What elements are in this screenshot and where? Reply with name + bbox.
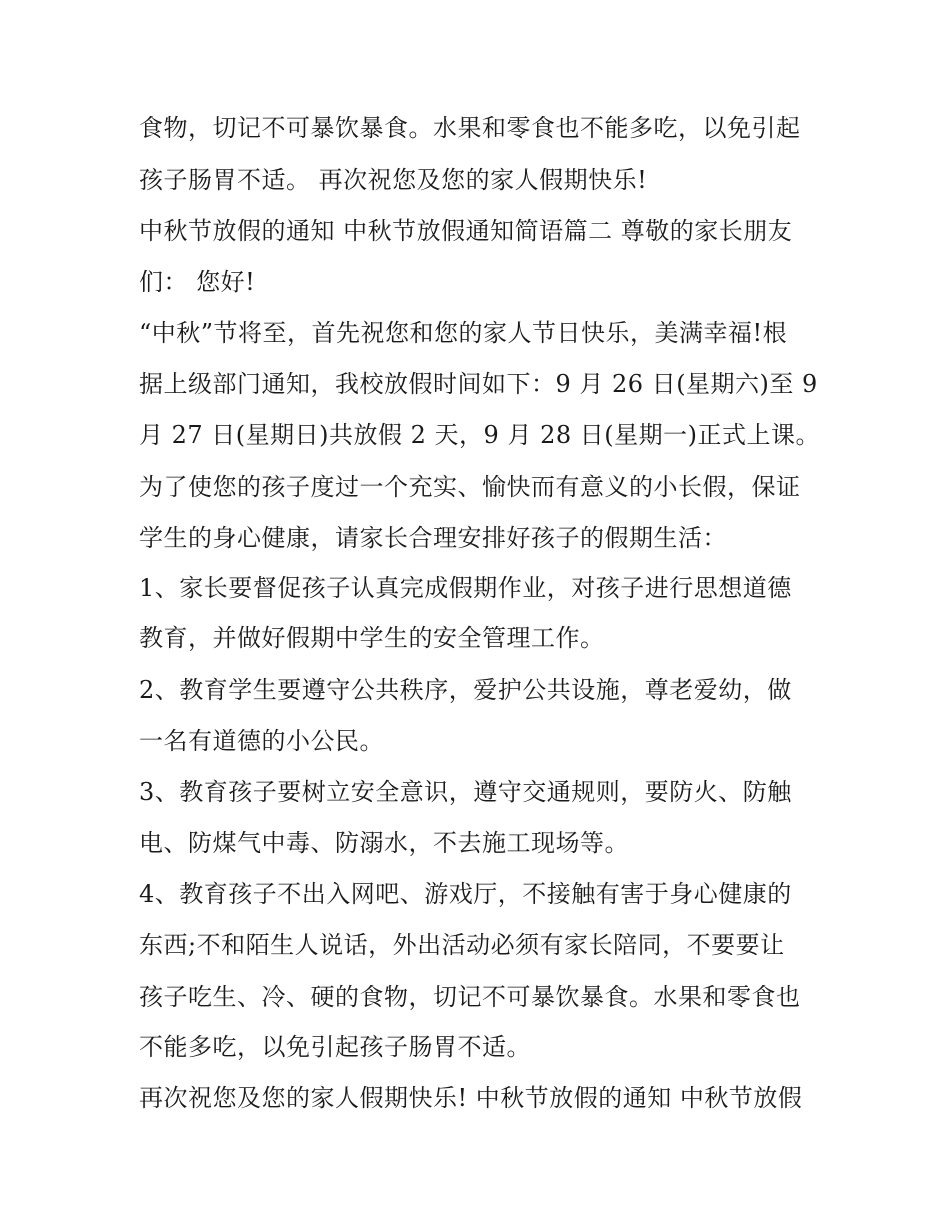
text-line: 月 27 日(星期日)共放假 2 天，9 月 28 日(星期一)正式上课。 bbox=[139, 421, 820, 449]
text-line: 1、家长要督促孩子认真完成假期作业，对孩子进行思想道德 bbox=[139, 574, 792, 602]
text-line: 教育，并做好假期中学生的安全管理工作。 bbox=[139, 624, 605, 652]
text-line: 3、教育孩子要树立安全意识，遵守交通规则，要防火、防触 bbox=[139, 778, 792, 806]
text-line: 电、防煤气中毒、防溺水，不去施工现场等。 bbox=[139, 829, 629, 857]
text-line: 东西;不和陌生人说话，外出活动必须有家长陪同，不要要让 bbox=[139, 931, 785, 959]
text-line: 孩子肠胃不适。 再次祝您及您的家人假期快乐! bbox=[139, 166, 648, 194]
text-line: 们： 您好! bbox=[139, 268, 256, 296]
text-line: 据上级部门通知，我校放假时间如下：9 月 26 日(星期六)至 9 bbox=[139, 370, 818, 398]
text-line: 为了使您的孩子度过一个充实、愉快而有意义的小长假，保证 bbox=[139, 473, 801, 501]
text-line: 孩子吃生、冷、硬的食物，切记不可暴饮暴食。水果和零食也 bbox=[139, 983, 801, 1011]
text-line: 一名有道德的小公民。 bbox=[139, 727, 384, 755]
text-line: 不能多吃，以免引起孩子肠胃不适。 bbox=[139, 1033, 531, 1061]
text-line: 中秋节放假的通知 中秋节放假通知简语篇二 尊敬的家长朋友 bbox=[139, 217, 793, 245]
text-line: 食物，切记不可暴饮暴食。水果和零食也不能多吃，以免引起 bbox=[139, 114, 801, 142]
text-line: 4、教育孩子不出入网吧、游戏厅，不接触有害于身心健康的 bbox=[139, 880, 792, 908]
text-line: 学生的身心健康，请家长合理安排好孩子的假期生活： bbox=[139, 524, 727, 552]
text-line: 再次祝您及您的家人假期快乐! 中秋节放假的通知 中秋节放假 bbox=[139, 1084, 803, 1112]
text-line: 2、教育学生要遵守公共秩序，爱护公共设施，尊老爱幼，做 bbox=[139, 676, 792, 704]
text-line: “中秋”节将至，首先祝您和您的家人节日快乐，美满幸福!根 bbox=[139, 319, 788, 347]
